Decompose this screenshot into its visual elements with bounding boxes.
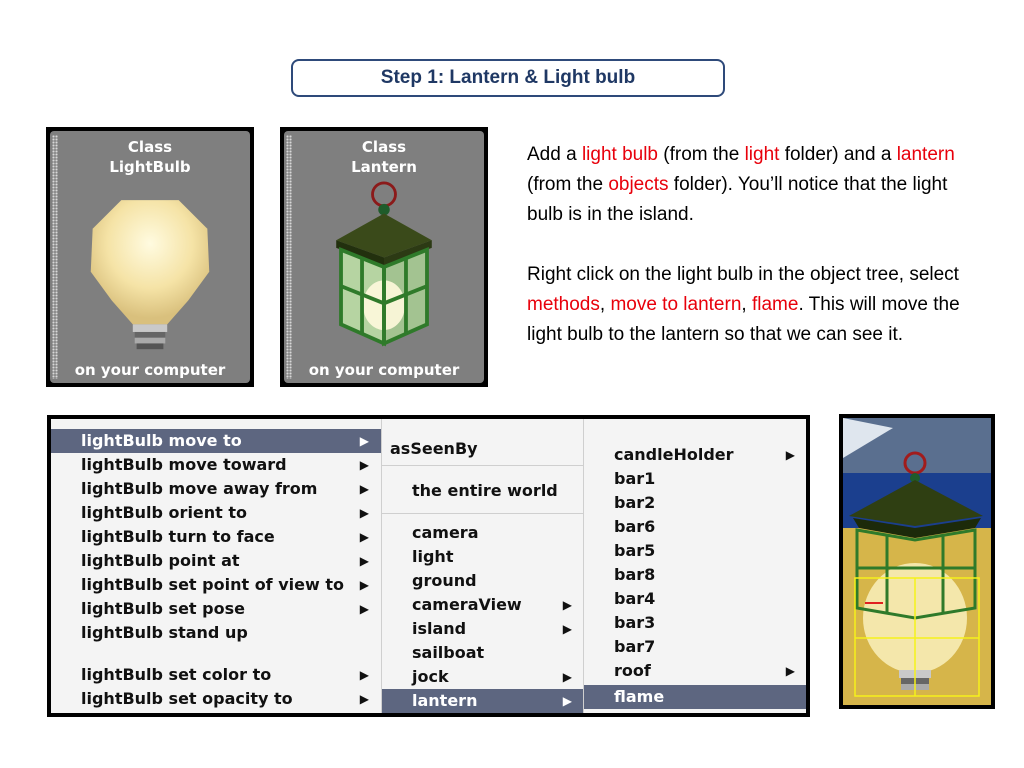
menu-item-cameraview[interactable]: cameraView ▶ [382, 593, 584, 617]
text: . This will move the light bulb to the lantern so that we can see it. [527, 294, 960, 345]
tile-class-name: LightBulb [109, 158, 191, 176]
menu-item-camera[interactable]: camera [412, 523, 479, 542]
submenu-arrow-icon: ▶ [562, 694, 572, 708]
highlight-light-bulb: light bulb [581, 144, 658, 165]
instruction-paragraph-2 [527, 260, 977, 350]
highlight-light: light [744, 144, 780, 165]
menu-item-move-away-from[interactable]: lightBulb move away from ▶ [51, 477, 381, 501]
submenu-arrow-icon: ▶ [359, 692, 369, 706]
submenu-arrow-icon: ▶ [359, 506, 369, 520]
submenu-arrow-icon: ▶ [359, 530, 369, 544]
lantern-icon [284, 181, 484, 353]
menu-separator [382, 465, 584, 466]
menu-item-set-opacity[interactable]: lightBulb set opacity to ▶ [51, 687, 381, 711]
submenu-arrow-icon: ▶ [359, 482, 369, 496]
lantern-scene-image [839, 414, 995, 709]
submenu-arrow-icon: ▶ [562, 622, 572, 636]
tile-class-label: Class [361, 138, 407, 156]
menu-item-jock[interactable]: jock ▶ [382, 665, 584, 689]
instruction-paragraph-1 [527, 140, 977, 230]
menu-item-turn-to-face[interactable]: lightBulb turn to face ▶ [51, 525, 381, 549]
submenu-arrow-icon: ▶ [359, 668, 369, 682]
menu-item-move-toward[interactable]: lightBulb move toward ▶ [51, 453, 381, 477]
text: (from the [658, 144, 745, 165]
submenu-arrow-icon: ▶ [562, 598, 572, 612]
menu-item-sailboat[interactable]: sailboat [412, 643, 485, 662]
highlight-methods: methods [527, 294, 600, 315]
submenu-arrow-icon: ▶ [359, 458, 369, 472]
submenu-header-asseenby: asSeenBy [390, 439, 478, 458]
tile-class-name: Lantern [351, 158, 417, 176]
menu-item-entire-world[interactable]: the entire world [412, 481, 558, 500]
menu-item-ground[interactable]: ground [412, 571, 477, 590]
highlight-objects: objects [608, 174, 669, 195]
tile-header [50, 137, 250, 177]
menu-item-point-at[interactable]: lightBulb point at ▶ [51, 549, 381, 573]
class-tile-lantern[interactable] [280, 127, 488, 387]
menu-item-roof[interactable]: roof ▶ [584, 659, 806, 683]
menu-item-bar2[interactable]: bar2 [614, 493, 656, 512]
class-tile-lightbulb[interactable] [46, 127, 254, 387]
text: Add a [527, 144, 582, 165]
tile-footer: on your computer [308, 361, 460, 379]
menu-item-bar8[interactable]: bar8 [614, 565, 656, 584]
text: folder) and a [779, 144, 897, 165]
tile-footer: on your computer [74, 361, 226, 379]
submenu-arrow-icon: ▶ [359, 434, 369, 448]
menu-item-bar1[interactable]: bar1 [614, 469, 656, 488]
lantern-parts-submenu [583, 419, 806, 713]
tile-header [284, 137, 484, 177]
menu-item-candleholder[interactable]: candleHolder ▶ [584, 443, 806, 467]
text: Right click on the light bulb in the object tree, select [527, 264, 959, 285]
menu-item-bar3[interactable]: bar3 [614, 613, 656, 632]
menu-item-bar5[interactable]: bar5 [614, 541, 656, 560]
menu-item-lantern[interactable]: lantern ▶ [382, 689, 584, 713]
text: (from the [527, 174, 609, 195]
menu-item-island[interactable]: island ▶ [382, 617, 584, 641]
menu-item-move-to[interactable]: lightBulb move to ▶ [51, 429, 381, 453]
menu-item-set-color[interactable]: lightBulb set color to ▶ [51, 663, 381, 687]
text: , [599, 294, 611, 315]
submenu-arrow-icon: ▶ [359, 578, 369, 592]
menu-item-stand-up[interactable]: lightBulb stand up [81, 623, 248, 642]
menu-item-bar7[interactable]: bar7 [614, 637, 656, 656]
menu-item-bar6[interactable]: bar6 [614, 517, 656, 536]
submenu-arrow-icon: ▶ [785, 664, 795, 678]
menu-separator [382, 513, 584, 514]
lightbulb-icon [50, 181, 250, 353]
menu-item-set-point-of-view[interactable]: lightBulb set point of view to ▶ [51, 573, 381, 597]
menu-item-orient-to[interactable]: lightBulb orient to ▶ [51, 501, 381, 525]
menu-item-light[interactable]: light [412, 547, 454, 566]
submenu-arrow-icon: ▶ [359, 602, 369, 616]
highlight-lantern: lantern [896, 144, 955, 165]
menu-item-bar4[interactable]: bar4 [614, 589, 656, 608]
tile-class-label: Class [127, 138, 173, 156]
submenu-arrow-icon: ▶ [562, 670, 572, 684]
submenu-arrow-icon: ▶ [785, 448, 795, 462]
menu-item-flame[interactable]: flame [584, 685, 806, 709]
menu-item-set-pose[interactable]: lightBulb set pose ▶ [51, 597, 381, 621]
context-menu-screenshot [47, 415, 810, 717]
methods-menu [51, 419, 381, 713]
target-submenu [381, 419, 584, 713]
text: , [741, 294, 752, 315]
step-title: Step 1: Lantern & Light bulb [291, 59, 725, 97]
highlight-flame: flame [751, 294, 799, 315]
text: folder). You’ll notice that the light bulb is in the island. [527, 174, 948, 225]
highlight-move-to-lantern: move to lantern [610, 294, 742, 315]
submenu-arrow-icon: ▶ [359, 554, 369, 568]
